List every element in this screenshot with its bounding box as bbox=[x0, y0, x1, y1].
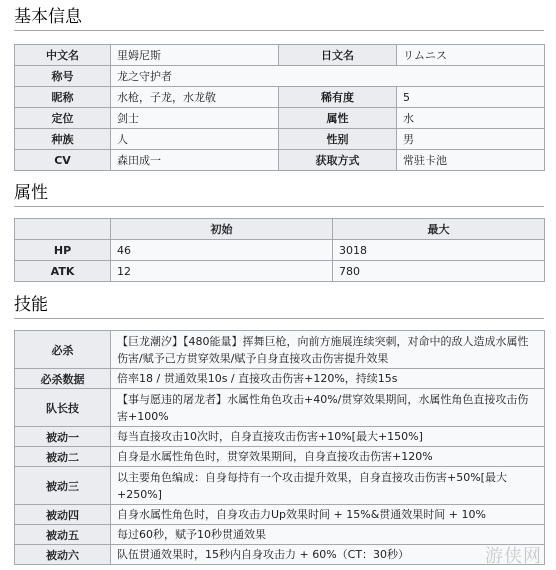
info-label: 种族 bbox=[15, 129, 111, 150]
info-value: 5 bbox=[397, 87, 545, 108]
skill-description: 每过60秒，赋予10秒贯通效果 bbox=[111, 525, 545, 545]
skill-row bbox=[15, 447, 545, 467]
attributes-header-row bbox=[15, 219, 545, 240]
info-row bbox=[15, 108, 545, 129]
attribute-initial: 46 bbox=[111, 240, 333, 261]
skill-description: 【巨龙潮汐】【480能量】挥舞巨枪，向前方施展连续突刺，对命中的敌人造成水属性伤害/赋予己方贯穿效果/赋予自身直接攻击伤害提升效果 bbox=[111, 331, 545, 369]
watermark: 游侠网 bbox=[485, 546, 542, 567]
skill-row bbox=[15, 505, 545, 525]
skill-label: 必杀数据 bbox=[15, 369, 111, 389]
info-value: 里姆尼斯 bbox=[111, 45, 279, 66]
info-value: 常驻卡池 bbox=[397, 150, 545, 171]
info-row bbox=[15, 87, 545, 108]
attributes-table bbox=[14, 218, 545, 282]
skill-row bbox=[15, 331, 545, 369]
skill-description: 自身是水属性角色时，贯穿效果期间，自身直接攻击伤害+120% bbox=[111, 447, 545, 467]
attribute-initial: 12 bbox=[111, 261, 333, 282]
skill-label: 被动五 bbox=[15, 525, 111, 545]
section-divider bbox=[14, 206, 544, 207]
skills-table bbox=[14, 330, 545, 565]
skill-label: 被动二 bbox=[15, 447, 111, 467]
info-value: 人 bbox=[111, 129, 279, 150]
skill-label: 被动四 bbox=[15, 505, 111, 525]
info-label: 中文名 bbox=[15, 45, 111, 66]
skill-label: 被动六 bbox=[15, 545, 111, 565]
column-header bbox=[15, 219, 111, 240]
info-value: 水 bbox=[397, 108, 545, 129]
info-value: 男 bbox=[397, 129, 545, 150]
section-title-basic: 基本信息 bbox=[14, 7, 82, 27]
info-value: 龙之守护者 bbox=[111, 66, 545, 87]
attribute-label: HP bbox=[15, 240, 111, 261]
info-value: リムニス bbox=[397, 45, 545, 66]
attribute-max: 780 bbox=[333, 261, 545, 282]
skill-row bbox=[15, 525, 545, 545]
basic-info-table bbox=[14, 44, 545, 171]
info-row bbox=[15, 66, 545, 87]
skill-row bbox=[15, 545, 545, 565]
section-divider bbox=[14, 318, 544, 319]
info-label: 获取方式 bbox=[279, 150, 397, 171]
skill-row bbox=[15, 467, 545, 505]
skill-row bbox=[15, 389, 545, 427]
skill-label: 队长技 bbox=[15, 389, 111, 427]
info-row bbox=[15, 45, 545, 66]
skill-description: 队伍贯通效果时，15秒内自身攻击力 + 60%（CT：30秒） bbox=[111, 545, 545, 565]
skill-label: 被动三 bbox=[15, 467, 111, 505]
column-header: 最大 bbox=[333, 219, 545, 240]
skill-description: 【事与愿违的屠龙者】水属性角色攻击+40%/贯穿效果期间，水属性角色直接攻击伤害+100% bbox=[111, 389, 545, 427]
attribute-row bbox=[15, 240, 545, 261]
info-row bbox=[15, 150, 545, 171]
info-row bbox=[15, 129, 545, 150]
section-title-skills: 技能 bbox=[14, 295, 48, 315]
skill-description: 倍率18 / 贯通效果10s / 直接攻击伤害+120%，持续15s bbox=[111, 369, 545, 389]
skill-row bbox=[15, 427, 545, 447]
attribute-max: 3018 bbox=[333, 240, 545, 261]
section-divider bbox=[14, 30, 544, 31]
info-label: 定位 bbox=[15, 108, 111, 129]
info-label: 称号 bbox=[15, 66, 111, 87]
skill-label: 被动一 bbox=[15, 427, 111, 447]
info-value: 剑士 bbox=[111, 108, 279, 129]
attribute-row bbox=[15, 261, 545, 282]
info-label: 性别 bbox=[279, 129, 397, 150]
attribute-label: ATK bbox=[15, 261, 111, 282]
column-header: 初始 bbox=[111, 219, 333, 240]
info-label: 属性 bbox=[279, 108, 397, 129]
skill-description: 以主要角色编成：自身每持有一个攻击提升效果，自身直接攻击伤害+50%[最大+250%] bbox=[111, 467, 545, 505]
skill-row bbox=[15, 369, 545, 389]
skill-label: 必杀 bbox=[15, 331, 111, 369]
skill-description: 自身水属性角色时，自身攻击力Up效果时间 + 15%&贯通效果时间 + 10% bbox=[111, 505, 545, 525]
info-label: 昵称 bbox=[15, 87, 111, 108]
info-value: 森田成一 bbox=[111, 150, 279, 171]
info-value: 水枪，子龙，水龙敬 bbox=[111, 87, 279, 108]
section-title-attributes: 属性 bbox=[14, 183, 48, 203]
info-label: 稀有度 bbox=[279, 87, 397, 108]
skill-description: 每当直接攻击10次时，自身直接攻击伤害+10%[最大+150%] bbox=[111, 427, 545, 447]
info-label: CV bbox=[15, 150, 111, 171]
info-label: 日文名 bbox=[279, 45, 397, 66]
